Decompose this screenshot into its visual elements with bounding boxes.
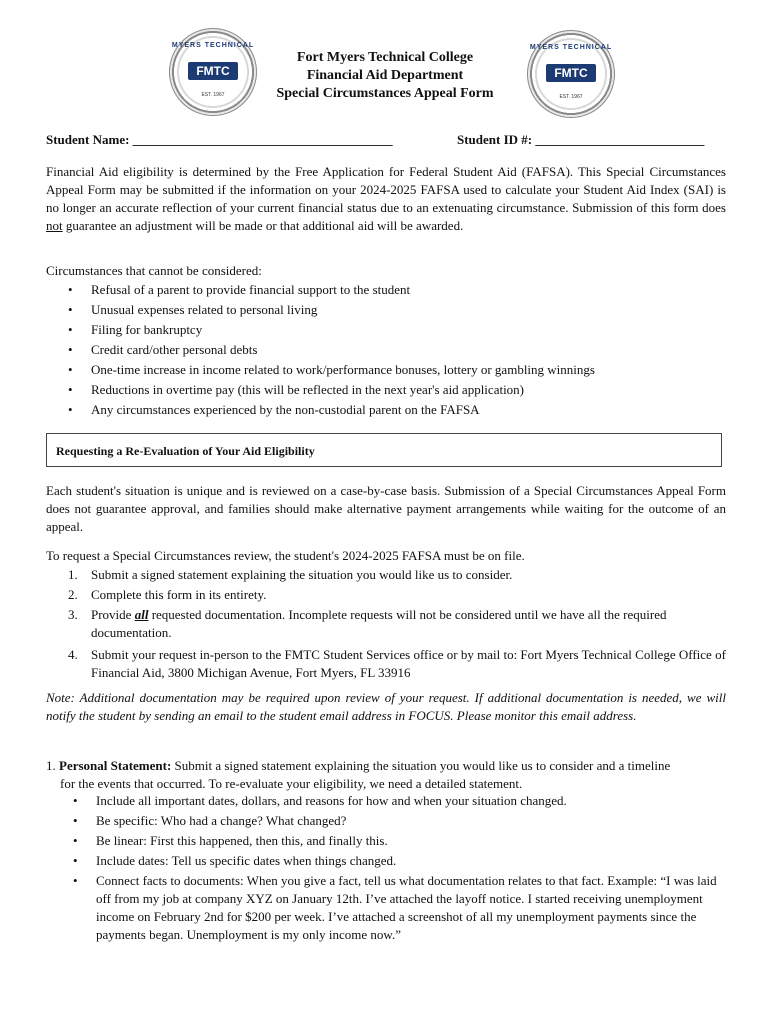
bullet-icon: • — [68, 342, 73, 357]
list-item: • Be specific: Who had a change? What changed? — [73, 813, 347, 828]
section-number: 1. — [46, 758, 56, 773]
list-item: • Any circumstances experienced by the non-custodial parent on the FAFSA — [68, 402, 480, 417]
seal-ring-text: MYERS TECHNICAL — [171, 42, 255, 49]
personal-statement-section — [46, 757, 726, 793]
seal-sub-text: EST. 1967 — [201, 92, 225, 98]
personal-statement-list — [46, 792, 726, 946]
list-item: • Include all important dates, dollars, and reasons for how and when your situation changed. — [73, 793, 567, 808]
step-number: 4. — [68, 647, 78, 662]
bullet-icon: • — [73, 873, 78, 888]
list-item: • Be linear: First this happened, then this, and finally this. — [73, 833, 388, 848]
seal-sub-text: EST. 1967 — [559, 94, 583, 100]
request-heading: To request a Special Circumstances review, the student's 2024-2025 FAFSA must be on file. — [46, 548, 525, 563]
bullet-icon: • — [68, 362, 73, 377]
step-number: 2. — [68, 587, 78, 602]
bullet-icon: • — [68, 322, 73, 337]
intro-emphasis: not — [46, 218, 63, 233]
list-item: 1. Submit a signed statement explaining the situation you would like us to consider. — [68, 567, 513, 582]
student-name-field[interactable]: Student Name: ________________________________________ — [46, 132, 393, 147]
bullet-icon: • — [68, 302, 73, 317]
personal-statement-label: Personal Statement: — [59, 758, 172, 773]
list-item: • Filing for bankruptcy — [68, 322, 203, 337]
fmtc-logo: FMTC — [546, 64, 596, 82]
fmtc-logo: FMTC — [188, 62, 238, 80]
college-name: Fort Myers Technical College — [296, 50, 474, 65]
fmtc-seal-right — [527, 30, 615, 118]
list-item: • Connect facts to documents: When you give a fact, tell us what documentation relates to that fact. Example: “I was laid off from my job at company XYZ on January 12th. I’ve attached the layoff notice. I started receiving unemployment income on February 2nd for $200 per week. I’ve attached a screenshot of all my unemployment payments since the payments began. Unemployment is my only income now.” — [73, 873, 717, 942]
note-paragraph: Note: Additional documentation may be required upon review of your request. If additional documentation is needed, we will notify the student by sending an email to the student email address in FOCUS. Please monitor this email address. — [46, 690, 726, 723]
bullet-icon: • — [73, 813, 78, 828]
reevaluation-section-title: Requesting a Re-Evaluation of Your Aid Eligibility — [56, 444, 315, 458]
list-item: • One-time increase in income related to work/performance bonuses, lottery or gambling winnings — [68, 362, 595, 377]
list-item: • Reductions in overtime pay (this will be reflected in the next year's aid application) — [68, 382, 525, 397]
intro-text-1: Financial Aid eligibility is determined by the Free Application for Federal Student Aid (FAFSA). This Special Circumstances Appeal Form may be submitted if the information on your 2024-2025 FAFSA used to calculate your Student Aid Index (SAI) is no longer an accurate reflection of your current financial status due to an extenuating circumstance. Submission of this form does — [46, 164, 726, 215]
cannot-consider-heading: Circumstances that cannot be considered: — [46, 263, 262, 278]
student-id-field[interactable]: Student ID #: __________________________ — [457, 132, 705, 147]
bullet-icon: • — [73, 793, 78, 808]
list-item: • Include dates: Tell us specific dates when things changed. — [73, 853, 397, 868]
cannot-consider-list — [46, 281, 726, 419]
bullet-icon: • — [73, 833, 78, 848]
personal-statement-line2: for the events that occurred. To re-evaluate your eligibility, we need a detailed statement. — [60, 776, 523, 791]
bullet-icon: • — [73, 853, 78, 868]
list-item: • Unusual expenses related to personal living — [68, 302, 318, 317]
list-item: 4. Submit your request in-person to the FMTC Student Services office or by mail to: Fort Myers Technical College Office of Financial Aid, 3800 Michigan Avenue, Fort Myers, FL 33916 — [68, 647, 726, 680]
step-number: 1. — [68, 567, 78, 582]
unique-situation-paragraph: Each student's situation is unique and is reviewed on a case-by-case basis. Submission of a Special Circumstances Appeal Form does not guarantee approval, and families should make alternative payment arrangements while waiting for the outcome of an appeal. — [46, 483, 726, 534]
intro-text-2: guarantee an adjustment will be made or that additional aid will be awarded. — [62, 218, 464, 233]
department-name: Financial Aid Department — [306, 68, 464, 83]
personal-statement-line1: Submit a signed statement explaining the situation you would like us to consider and a timeline — [171, 758, 671, 773]
student-info-fields — [46, 131, 726, 149]
form-header — [200, 49, 570, 103]
request-steps-list — [46, 566, 726, 682]
bullet-icon: • — [68, 382, 73, 397]
step-number: 3. — [68, 607, 78, 622]
list-item: • Credit card/other personal debts — [68, 342, 258, 357]
seal-ring-text: MYERS TECHNICAL — [529, 44, 613, 51]
bullet-icon: • — [68, 402, 73, 417]
form-title: Special Circumstances Appeal Form — [276, 86, 494, 101]
intro-paragraph — [46, 163, 726, 235]
bullet-icon: • — [68, 282, 73, 297]
list-item: 2. Complete this form in its entirety. — [68, 587, 267, 602]
list-item: 3. Provide all requested documentation. Incomplete requests will not be considered until we have all the required documentation. — [68, 607, 667, 640]
list-item: • Refusal of a parent to provide financial support to the student — [68, 282, 411, 297]
reevaluation-section-box — [46, 433, 722, 467]
step-emphasis: all — [134, 607, 149, 622]
